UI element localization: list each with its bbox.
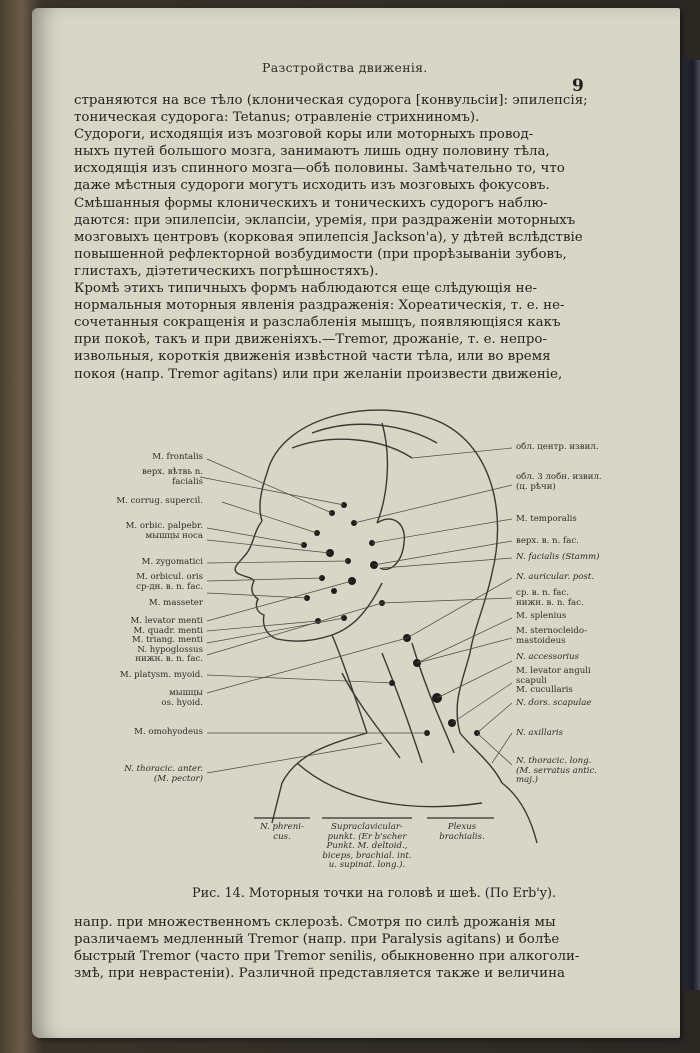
book-page <box>32 8 680 1038</box>
figure-label-right-9: N. accessorius <box>516 652 580 662</box>
figure-label-left-11: N. thoracic. anter. (M. pector) <box>124 764 203 784</box>
figure-label-right-13: N. thoracic. long. (M. serratus antic. maj.) <box>516 756 597 786</box>
figure-label-right-6: ср. в. n. fac. нижн. в. n. fac. <box>516 588 584 608</box>
figure-label-right-12: N. axillaris <box>516 728 564 738</box>
figure-label-right-8: M. sternocleido- mastoideus <box>516 626 588 646</box>
figure-motor-points <box>82 403 642 873</box>
figure-label-right-4: N. facialis (Stamm) <box>516 552 600 562</box>
figure-label-left-1: верх. вѣтвь n. facialis <box>141 467 203 487</box>
figure-label-left-3: M. orbic. palpebr. мышцы носа <box>125 521 203 541</box>
figure-label-left-4: M. zygomatici <box>141 557 203 567</box>
figure-label-left-8: M. platysm. myoid. <box>119 670 203 680</box>
figure-label-right-5: N. auricular. post. <box>516 572 595 582</box>
book-spine-edge <box>682 60 700 990</box>
running-head: Разстройства движенія. <box>262 60 428 75</box>
paragraph-bottom: напр. при множественномъ склерозѣ. Смотря по силѣ дрожанія мы различаемъ медленный Tremor (напр. при Paralysis agitans) и болѣе быстрый Tremor (часто при Tremor senilis, обыкновенно при алкоголи- змѣ, при неврастеніи). Различной представляется также и величина <box>74 915 580 982</box>
figure-label-left-10: M. omohyodeus <box>134 727 203 737</box>
figure-caption: Рис. 14. Моторныя точки на головѣ и шеѣ. (По Erb'y). <box>192 886 557 901</box>
figure-label-right-0: обл. центр. извил. <box>516 442 599 452</box>
figure-label-left-7: M. levator menti M. quadr. menti M. triang. menti N. hypoglossus нижн. в. n. fac. <box>130 616 203 665</box>
page-number: 9 <box>572 76 584 96</box>
figure-label-right-3: верх. в. n. fac. <box>516 536 579 546</box>
figure-label-right-7: M. splenius <box>516 611 567 621</box>
figure-label-left-2: M. corrug. supercil. <box>116 496 203 506</box>
figure-label-bottom-2: Plexus brachialis. <box>439 822 485 842</box>
figure-label-bottom-1: Supraclavicular- punkt. (Er b'scher Punkt. M. deltoid., biceps, brachial. int. u. supinat. long.). <box>322 822 412 871</box>
figure-label-bottom-0: N. phreni- cus. <box>260 822 304 842</box>
figure-label-left-0: M. frontalis <box>152 452 203 462</box>
figure-label-right-10: M. levator anguli scapuli M. cucullaris <box>516 666 591 696</box>
figure-label-left-6: M. masseter <box>148 598 203 608</box>
figure-label-left-5: M. orbicul. oris ср-дн. в. n. fac. <box>136 572 203 592</box>
paragraph-top: страняются на все тѣло (клоническая судорога [конвульсіи]: эпилепсія; тоническая судорога: Tetanus; отравленіе стрихниномъ). Судороги, исходящія изъ мозговой коры или моторныхъ провод- ныхъ путей большого мозга, занимаютъ лишь одну половину тѣла, исходящія изъ спинного мозга—обѣ половины. Замѣчательно то, что даже мѣстныя судороги могутъ исходить изъ мозговыхъ фокусовъ. Смѣшанныя формы клоническихъ и тоническихъ судорогъ наблю- даются: при эпилепсіи, эклапсіи, уремія, при раздраженіи моторныхъ мозговыхъ центровъ (корковая эпилепсія Jackson'a), у дѣтей вслѣдствіе повышенной рефлекторной возбудимости (при прорѣзываніи зубовъ, глистахъ, діэтетическихъ погрѣшностяхъ). Кромѣ этихъ типичныхъ формъ наблюдаются еще слѣдующія не- нормальныя моторныя явленія раздраженія: Хореатическія, т. е. не- сочетанныя сокращенія и разслабленія мышцъ, появляющіяся какъ при покоѣ, такъ и при движеніяхъ.—Tremor, дрожаніе, т. е. непро- извольныя, короткія движенія извѣстной части тѣла, или во время покоя (напр. Tremor agitans) или при желаніи произвести движеніе, <box>74 93 588 382</box>
figure-label-right-1: обл. 3 лобн. извил. (ц. рѣчи) <box>516 472 602 492</box>
figure-label-right-2: M. temporalis <box>516 514 577 524</box>
figure-label-left-9: мышцы os. hyoid. <box>161 688 203 708</box>
figure-label-right-11: N. dors. scapulae <box>516 698 592 708</box>
